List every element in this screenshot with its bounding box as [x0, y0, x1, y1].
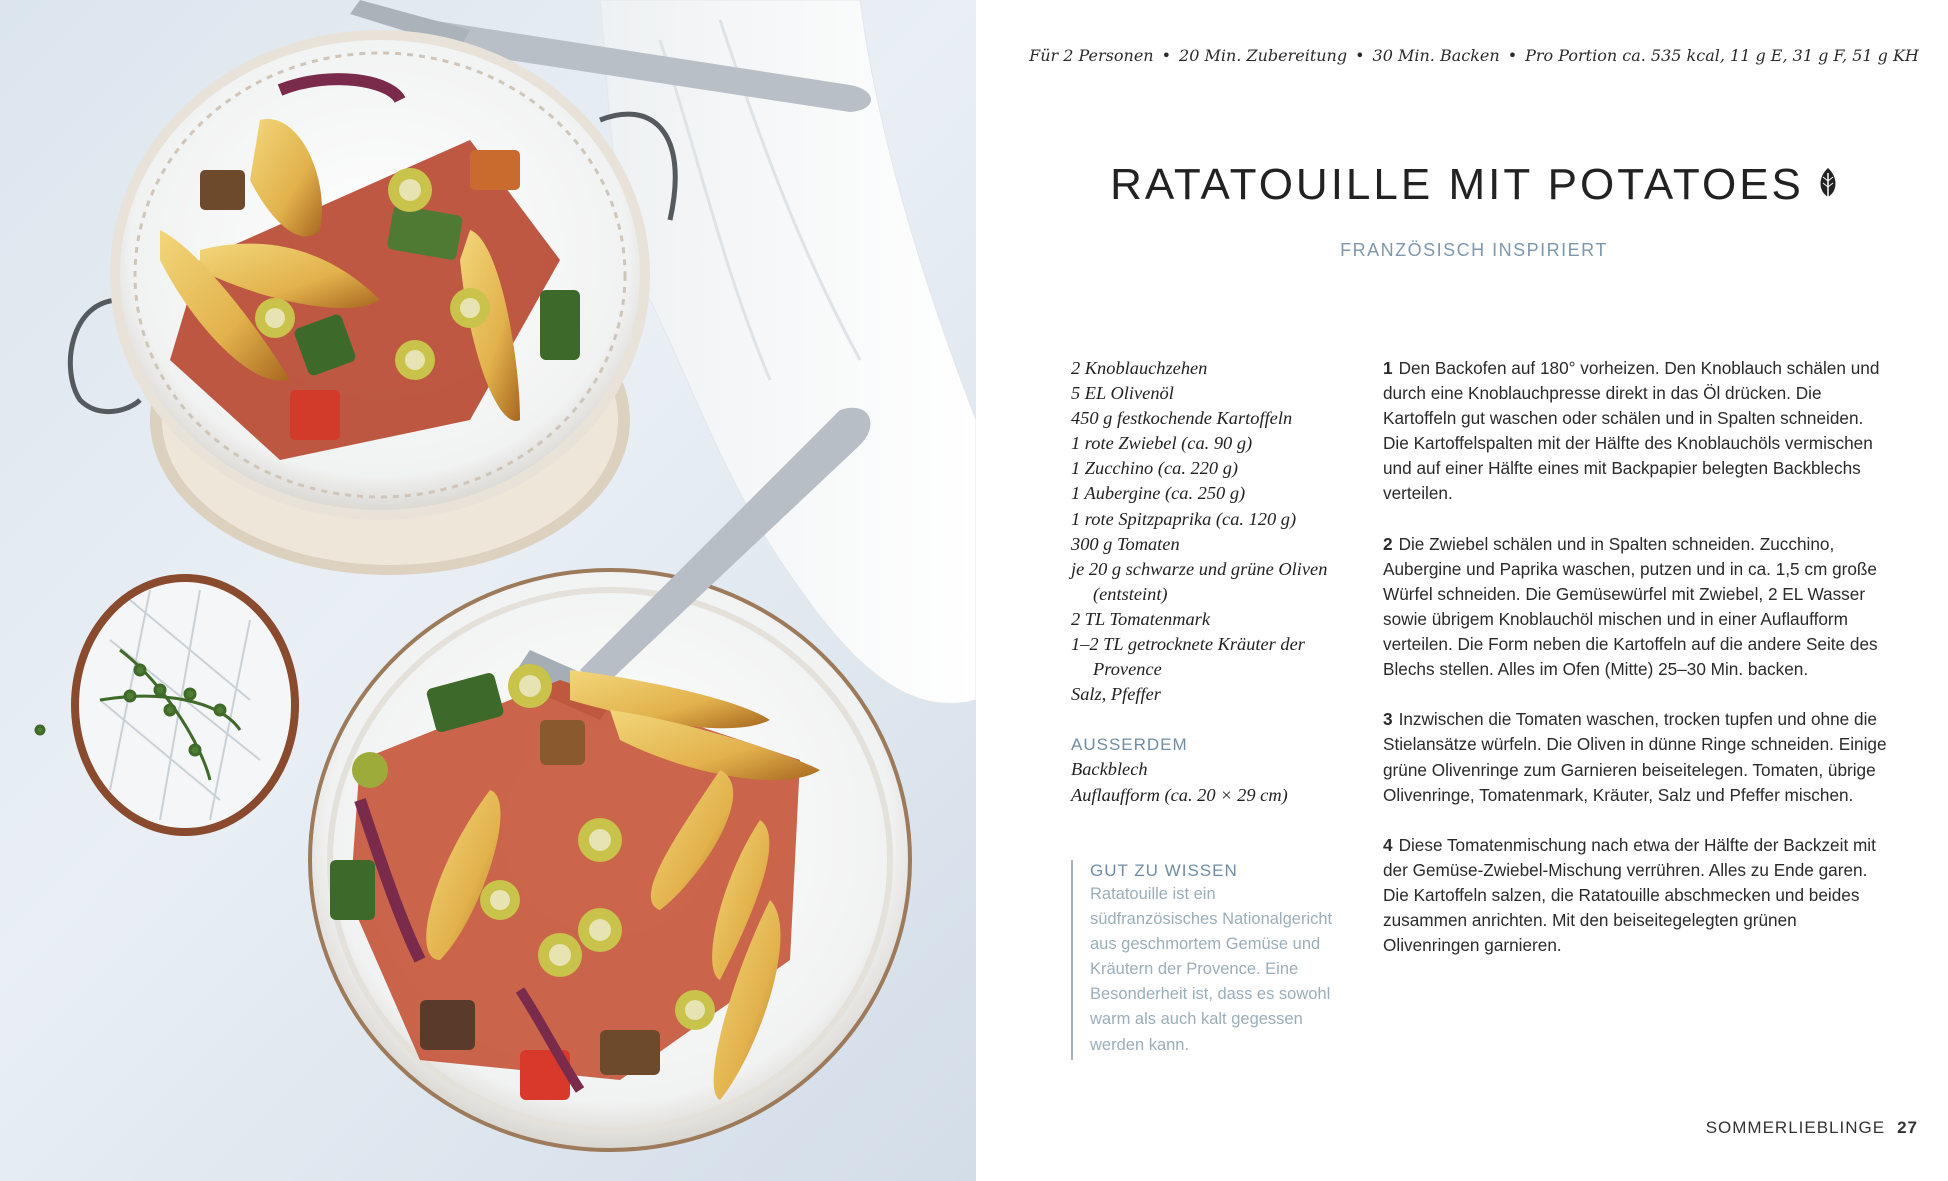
- ingredient-item: 2 TL Tomatenmark: [1071, 608, 1210, 629]
- step-text: Den Backofen auf 180° vorheizen. Den Knoblauch schälen und durch eine Knoblauchpresse direkt in das Öl drücken. Die Kartoffeln gut waschen oder schälen und in Spalten schneiden. Die Kartoffelspalten mit der Hälfte des Knoblauchöls vermischen und auf einer Hälfte eines mit Backpapier belegten Backblechs verteilen.: [1383, 358, 1880, 504]
- step-text: Die Zwiebel schälen und in Spalten schneiden. Zucchino, Aubergine und Paprika waschen, putzen und in ca. 1,5 cm große Würfel schneiden. Die Gemüsewürfel mit Zwiebel, 2 EL Wasser sowie übrigem Knoblauchöl mischen und in einer Auflaufform verteilen. Die Form neben die Kartoffeln auf die andere Seite des Blechs stellen. Alles im Ofen (Mitte) 25–30 Min. backen.: [1383, 533, 1878, 680]
- ingredient-item: 1 rote Zwiebel (ca. 90 g): [1071, 433, 1253, 454]
- extras-heading: AUSSERDEM: [1071, 735, 1188, 755]
- extras-item: Auflaufform (ca. 20 × 29 cm): [1071, 784, 1288, 805]
- extras-item: Backblech: [1071, 759, 1148, 780]
- step-number: 1: [1383, 358, 1393, 378]
- tip-text: Ratatouille ist ein südfranzösisches Nationalgericht aus geschmortem Gemüse und Kräutern der Provence. Eine Besonderheit ist, dass es sowohl warm als auch kalt gegessen werden kann.: [1090, 885, 1333, 1054]
- ingredient-item: 1–2 TL getrocknete Kräuter der Provence: [1071, 634, 1305, 680]
- instruction-steps: [1383, 356, 1893, 983]
- herb-dish: [75, 578, 295, 832]
- ingredient-item: 1 rote Spitzpaprika (ca. 120 g): [1071, 508, 1297, 529]
- footer-section: SOMMERLIEBLINGE: [1705, 1118, 1886, 1137]
- recipe-title-row: [1000, 160, 1948, 212]
- step-number: 4: [1383, 834, 1393, 855]
- ingredient-item: 300 g Tomaten: [1071, 533, 1180, 554]
- page-number: 27: [1897, 1118, 1918, 1137]
- meta-prep-time: 20 Min. Zubereitung: [1179, 46, 1348, 65]
- step-2: [1383, 532, 1893, 683]
- recipe-title: RATATOUILLE MIT POTATOES: [1110, 160, 1804, 209]
- ingredient-item: 450 g festkochende Kartoffeln: [1071, 408, 1293, 429]
- ingredient-item: Salz, Pfeffer: [1071, 684, 1161, 705]
- step-text: Inzwischen die Tomaten waschen, trocken tupfen und ohne die Stielansätze würfeln. Die Oliven in dünne Ringe schneiden. Einige grüne Olivenringe zum Garnieren beiseitelegen. Tomaten, übrige Olivenringe, Tomatenmark, Kräuter, Salz und Pfeffer mischen.: [1383, 709, 1887, 805]
- step-number: 2: [1383, 533, 1393, 554]
- leaf-icon: [1818, 162, 1838, 212]
- step-3: [1383, 707, 1893, 807]
- meta-separator: •: [1507, 46, 1518, 65]
- step-1: [1383, 356, 1893, 507]
- step-4: [1383, 833, 1893, 958]
- ingredient-item: 2 Knoblauchzehen: [1071, 358, 1208, 378]
- step-text: Diese Tomatenmischung nach etwa der Hälfte der Backzeit mit der Gemüse-Zwiebel-Mischung verrühren. Alles zu Ende garen. Die Kartoffeln salzen, die Ratatouille abschmecken und beides zusammen anrichten. Mit den beiseitegelegten grünen Olivenringen garnieren.: [1383, 834, 1876, 956]
- recipe-meta: [1000, 46, 1948, 65]
- ingredient-item: 1 Zucchino (ca. 220 g): [1071, 458, 1239, 479]
- step-number: 3: [1383, 709, 1393, 730]
- tip-box: [1071, 860, 1341, 1060]
- tip-title: GUT ZU WISSEN: [1090, 861, 1238, 880]
- ingredient-item: 5 EL Olivenöl: [1071, 383, 1174, 404]
- meta-separator: •: [1161, 46, 1172, 65]
- meta-servings: Für 2 Personen: [1029, 46, 1154, 65]
- page-footer: [1706, 1118, 1918, 1138]
- ingredient-item: 1 Aubergine (ca. 250 g): [1071, 483, 1246, 504]
- meta-nutrition: Pro Portion ca. 535 kcal, 11 g E, 31 g F, 51 g KH: [1525, 46, 1919, 65]
- ingredient-item: je 20 g schwarze und grüne Oliven (entsteint): [1071, 558, 1328, 604]
- meta-separator: •: [1355, 46, 1365, 65]
- meta-bake-time: 30 Min. Backen: [1372, 46, 1500, 65]
- recipe-subtitle: FRANZÖSISCH INSPIRIERT: [1340, 240, 1608, 260]
- ingredient-list: [1071, 356, 1341, 808]
